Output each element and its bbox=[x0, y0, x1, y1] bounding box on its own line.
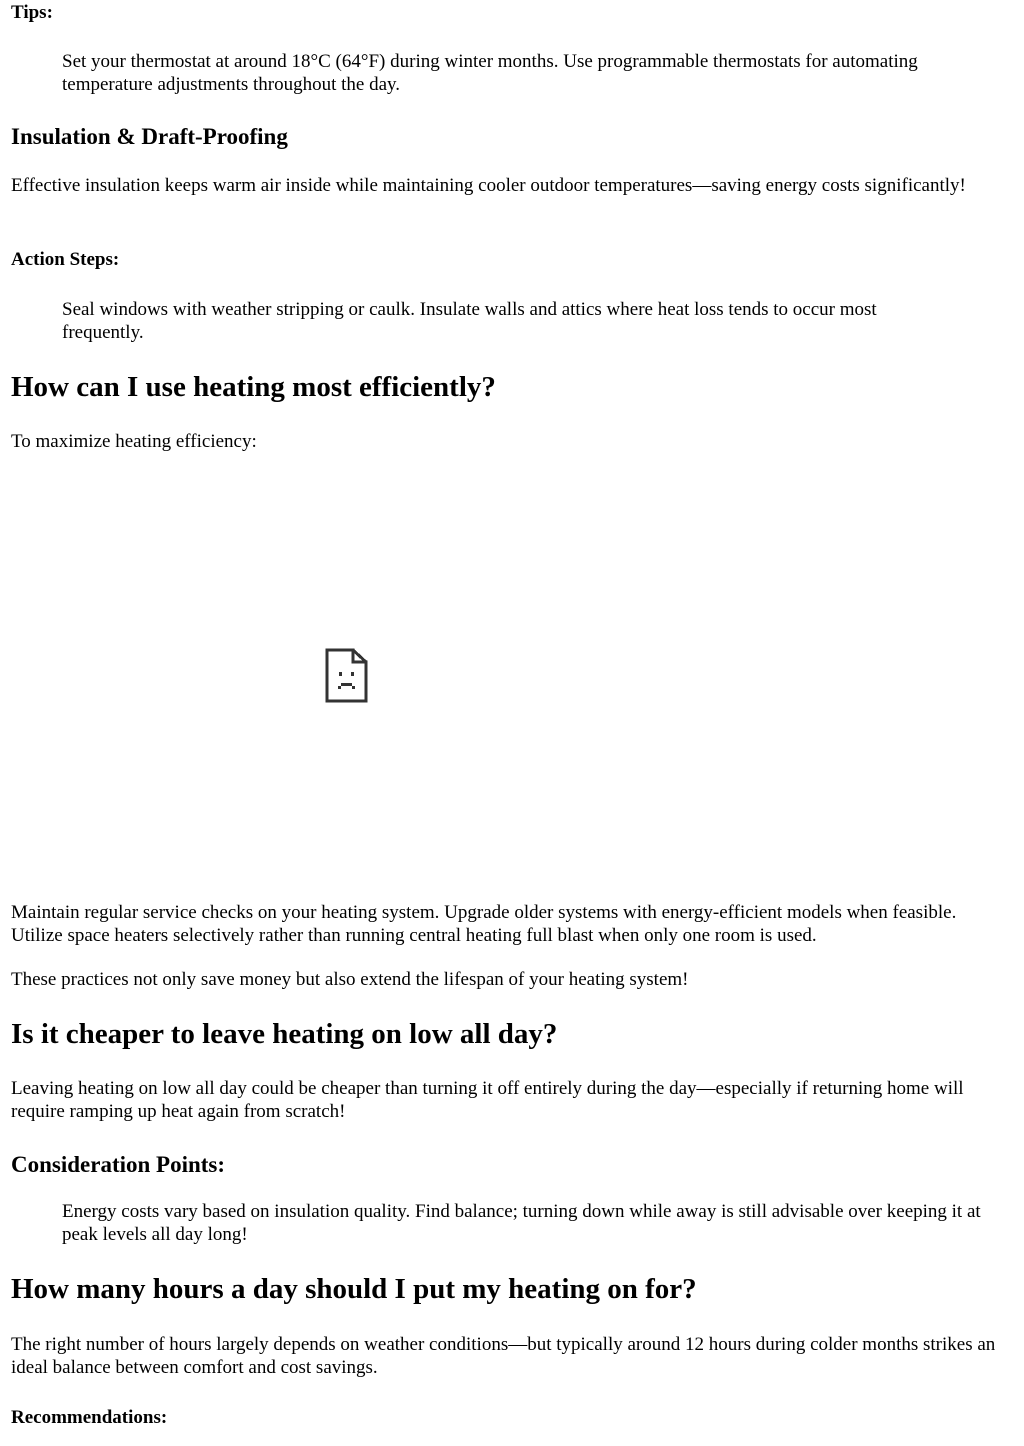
consideration-quote bbox=[62, 1200, 982, 1246]
action-steps-quote bbox=[62, 298, 962, 344]
tips-text: Set your thermostat at around 18°C (64°F) during winter months. Use programmable thermostats for automating temperature adjustments throughout the day. bbox=[62, 51, 918, 95]
action-steps-heading: Action Steps: bbox=[11, 249, 120, 270]
efficient-outro: These practices not only save money but also extend the lifespan of your heating system! bbox=[11, 969, 689, 990]
cheaper-text: Leaving heating on low all day could be cheaper than turning it off entirely during the day—especially if returning home will require ramping up heat again from scratch! bbox=[11, 1078, 964, 1122]
consideration-heading: Consideration Points: bbox=[11, 1152, 226, 1177]
broken-image-icon bbox=[325, 648, 369, 703]
recommendations-heading: Recommendations: bbox=[11, 1407, 168, 1428]
cheaper-heading: Is it cheaper to leave heating on low all day? bbox=[11, 1018, 558, 1050]
action-steps-text: Seal windows with weather stripping or caulk. Insulate walls and attics where heat loss tends to occur most frequently. bbox=[62, 299, 877, 343]
hours-heading: How many hours a day should I put my heating on for? bbox=[11, 1273, 697, 1305]
hours-text: The right number of hours largely depends on weather conditions—but typically around 12 hours during colder months strikes an ideal balance between comfort and cost savings. bbox=[11, 1334, 996, 1378]
insulation-heading: Insulation & Draft-Proofing bbox=[11, 124, 288, 149]
insulation-text: Effective insulation keeps warm air inside while maintaining cooler outdoor temperatures—saving energy costs significantly! bbox=[11, 175, 966, 196]
tips-quote bbox=[62, 50, 1002, 96]
efficient-intro: To maximize heating efficiency: bbox=[11, 431, 257, 452]
efficient-heading: How can I use heating most efficiently? bbox=[11, 371, 496, 403]
efficient-text: Maintain regular service checks on your heating system. Upgrade older systems with energy-efficient models when feasible. Utilize space heaters selectively rather than running central heating full blast when only one room is used. bbox=[11, 902, 957, 946]
consideration-text: Energy costs vary based on insulation quality. Find balance; turning down while away is still advisable over keeping it at peak levels all day long! bbox=[62, 1201, 981, 1245]
tips-heading: Tips: bbox=[11, 2, 53, 23]
